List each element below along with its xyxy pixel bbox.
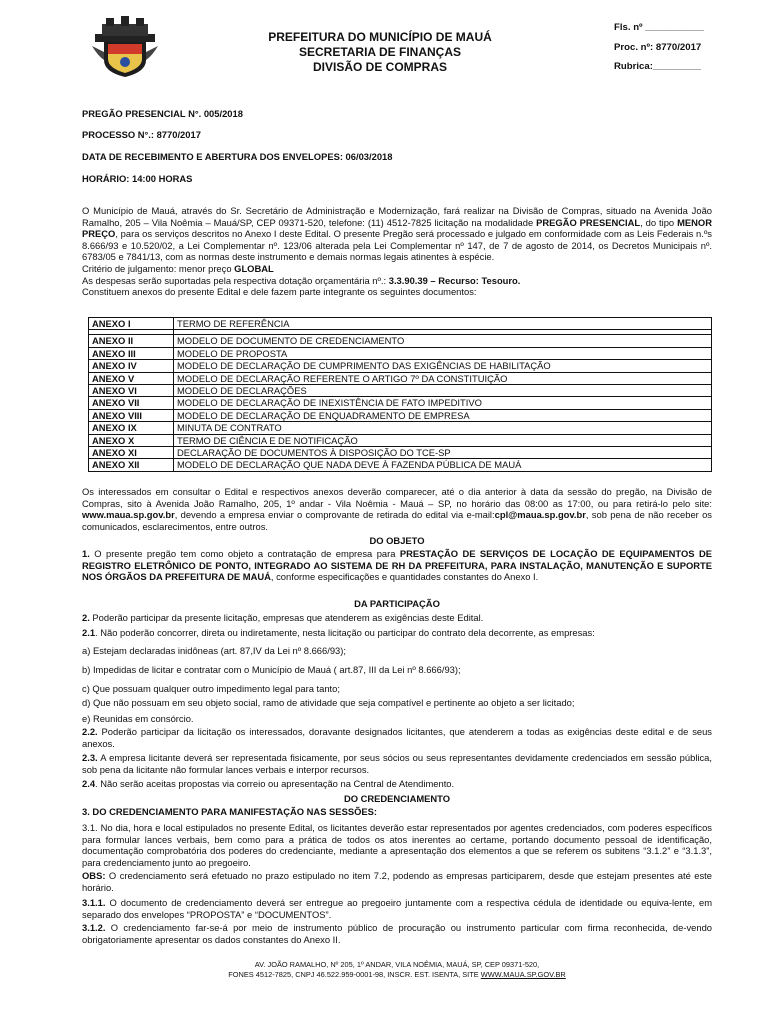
annex-key: ANEXO III	[89, 347, 174, 359]
annex-description: MODELO DE DECLARAÇÃO DE CUMPRIMENTO DAS EXIGÊNCIAS DE HABILITAÇÃO	[174, 360, 712, 372]
credenciamento-obs: OBS: O credenciamento será efetuado no prazo estipulado no item 7.2, podendo as empresas participarem, desde que estejam presentes até este horário.	[82, 870, 712, 893]
credenciamento-p311: 3.1.1. O documento de credenciamento deverá ser entregue ao pregoeiro juntamente com a respectiva cédula de identidade ou equiva-lente, em separado dos envelopes “PROPOSTA” e “DOCUMENTOS”.	[82, 897, 712, 920]
item-d: d) Que não possuam em seu objeto social, ramo de atividade que seja compatível e pertinente ao objeto a ser licitado;	[82, 697, 575, 708]
item-e: e) Reunidas em consórcio.	[82, 713, 194, 724]
org-secretaria: SECRETARIA DE FINANÇAS	[298, 45, 461, 59]
document-header	[230, 30, 530, 75]
org-name: PREFEITURA DO MUNICÍPIO DE MAUÁ	[268, 30, 492, 44]
participacao-p21: 2.1. Não poderão concorrer, direta ou indiretamente, nesta licitação ou participar do contrato dela decorrente, as empresas:	[82, 627, 595, 638]
criterio-julgamento: Critério de julgamento: menor preço GLOBAL	[82, 262, 274, 274]
annex-row	[89, 347, 712, 359]
annex-row	[89, 385, 712, 397]
intro-paragraph: O Município de Mauá, através do Sr. Secretário de Administração e Modernização, fará realizar na Divisão de Compras, situado na Avenida João Ramalho, 205 – Vila Noêmia – Mauá/SP, CEP 09371-520, telefone: (11) 4512-7825 licitação na modalidade PREGÃO PRESENCIAL, do tipo MENOR PREÇO, para os serviços descritos no Anexo I deste Edital. O presente Pregão será processado e julgado em conformidade com as Leis Federais n.ºs 8.666/93 e 10.520/02, a Lei Complementar nº. 123/06 alterada pela Lei Complementar nº 147, de 7 de agosto de 2014, os Decretos Municipais nº. 6783/05 e 7841/13, com as normas deste instrumento e demais normas legais atinentes à espécie.	[82, 205, 712, 263]
credenciamento-p312: 3.1.2. O credenciamento far-se-á por meio de instrumento público de procuração ou instrumento particular com firma reconhecida, de-vendo obrigatoriamente apresentar os dados constantes do Anexo II.	[82, 922, 712, 945]
annex-row	[89, 459, 712, 471]
proc-field: Proc. nº: 8770/2017	[614, 41, 702, 53]
annex-key: ANEXO VII	[89, 397, 174, 409]
annex-description: DECLARAÇÃO DE DOCUMENTOS À DISPOSIÇÃO DO TCE-SP	[174, 447, 712, 459]
interessados-paragraph: Os interessados em consultar o Edital e respectivos anexos deverão comparecer, até o dia anterior à data da sessão do pregão, na Divisão de Compras, sito à Avenida João Ramalho, 205, 1º andar - Vila Noêmia - Mauá – SP, no horário das 08:00 as 17:00, ou para retirá-lo pelo site: www.maua.sp.gov.br, devendo a empresa enviar o comprovante de retirada do edital via e-mail:cpl@maua.sp.gov.br, sob pena de não receber os comunicados, esclarecimentos, entre outros.	[82, 486, 712, 532]
pregao-number: PREGÃO PRESENCIAL N°. 005/2018	[82, 108, 243, 119]
horario: HORÁRIO: 14:00 HORAS	[82, 173, 193, 184]
fls-field: Fls. nº ___________	[614, 22, 704, 33]
annex-description: MODELO DE DOCUMENTO DE CREDENCIAMENTO	[174, 335, 712, 347]
intro-section	[82, 205, 712, 298]
annex-row	[89, 409, 712, 421]
annex-key: ANEXO IX	[89, 422, 174, 434]
org-divisao: DIVISÃO DE COMPRAS	[312, 60, 447, 74]
footer-address: AV. JOÃO RAMALHO, Nº 205, 1º ANDAR, VILA NOÊMIA, MAUÁ, SP, CEP 09371-520,	[254, 960, 540, 969]
annex-description: MODELO DE DECLARAÇÃO QUE NADA DEVE À FAZENDA PÚBLICA DE MAUÁ	[174, 459, 712, 471]
footer-site-link[interactable]: WWW.MAUA.SP.GOV.BR	[480, 970, 566, 979]
annex-key: ANEXO V	[89, 372, 174, 384]
annex-key: ANEXO IV	[89, 360, 174, 372]
participacao-p2: 2. Poderão participar da presente licitação, empresas que atenderem as exigências deste Edital.	[82, 612, 484, 623]
item-a: a) Estejam declaradas inidôneas (art. 87,IV da Lei nº 8.666/93);	[82, 645, 346, 656]
annex-row	[89, 434, 712, 446]
credenciamento-p31: 3.1. No dia, hora e local estipulados no presente Edital, os licitantes deverão estar representados por agentes credenciados, com poderes específicos para formular lances verbais, bem como para a prática de todos os atos inerentes ao certame, portando documento pessoal de identificação, documentação comprobatória dos poderes do credenciante, mediante a apresentação dos elementos a que se referem os subitens “3.1.2” e “3.1.3”, para credenciamento junto ao pregoeiro.	[82, 822, 712, 868]
annex-description: MODELO DE DECLARAÇÃO REFERENTE O ARTIGO 7º DA CONSTITUIÇÃO	[174, 372, 712, 384]
despesas-line: As despesas serão suportadas pela respectiva dotação orçamentária nº.: 3.3.90.39 – Recurso: Tesouro.	[82, 274, 521, 286]
annex-description: MODELO DE DECLARAÇÃO DE ENQUADRAMENTO DE EMPRESA	[174, 409, 712, 421]
rubrica-field: Rubrica:_________	[614, 61, 701, 73]
annex-row	[89, 397, 712, 409]
annex-table	[88, 317, 712, 472]
annex-key: ANEXO VI	[89, 385, 174, 397]
objeto-title: DO OBJETO	[369, 535, 425, 546]
annex-key: ANEXO XII	[89, 459, 174, 471]
annex-description: TERMO DE CIÊNCIA E DE NOTIFICAÇÃO	[174, 434, 712, 446]
constituem-line: Constituem anexos do presente Edital e dele fazem parte integrante os seguintes documentos:	[82, 286, 477, 298]
item-b: b) Impedidas de licitar e contratar com o Município de Mauá ( art.87, III da Lei nº 8.666/93);	[82, 664, 461, 675]
annex-key: ANEXO II	[89, 335, 174, 347]
credenciamento-title: DO CREDENCIAMENTO	[343, 793, 451, 804]
page-footer	[82, 960, 712, 980]
annex-description: MINUTA DE CONTRATO	[174, 422, 712, 434]
site-link[interactable]: www.maua.sp.gov.br	[82, 509, 175, 521]
processo-number: PROCESSO N°.: 8770/2017	[82, 129, 201, 140]
participacao-p22: 2.2. Poderão participar da licitação os interessados, doravante designados licitantes, que atenderem a todas as exigências deste edital e de seus anexos.	[82, 726, 712, 749]
participacao-title: DA PARTICIPAÇÃO	[354, 598, 440, 609]
annex-row	[89, 335, 712, 347]
protocol-box	[614, 22, 724, 73]
objeto-paragraph: 1. O presente pregão tem como objeto a contratação de empresa para PRESTAÇÃO DE SERVIÇOS DE LOCAÇÃO DE EQUIPAMENTOS DE REGISTRO ELETRÔNICO DE PONTO, INTEGRADO AO SISTEMA DE RH DA PREFEITURA, PARA INSTALAÇÃO, MANUTENÇÃO E SUPORTE NOS ÓRGÃOS DA PREFEITURA DE MAUÁ, conforme especificações e quantidades constantes do Anexo I.	[82, 548, 712, 583]
annex-description: MODELO DE DECLARAÇÕES	[174, 385, 712, 397]
annex-description: MODELO DE DECLARAÇÃO DE INEXISTÊNCIA DE FATO IMPEDITIVO	[174, 397, 712, 409]
annex-row	[89, 318, 712, 330]
annex-row	[89, 372, 712, 384]
annex-description: MODELO DE PROPOSTA	[174, 347, 712, 359]
data-abertura: DATA DE RECEBIMENTO E ABERTURA DOS ENVELOPES: 06/03/2018	[82, 151, 393, 162]
item-c: c) Que possuam qualquer outro impedimento legal para tanto;	[82, 683, 340, 694]
annex-key: ANEXO I	[89, 318, 174, 330]
participacao-p24: 2.4. Não serão aceitas propostas via correio ou apresentação na Central de Atendimento.	[82, 778, 455, 789]
annex-row	[89, 447, 712, 459]
annex-key: ANEXO XI	[89, 447, 174, 459]
credenciamento-subtitle: 3. DO CREDENCIAMENTO PARA MANIFESTAÇÃO NAS SESSÕES:	[82, 806, 377, 817]
annex-row	[89, 360, 712, 372]
email-link[interactable]: cpl@maua.sp.gov.br	[494, 509, 586, 521]
annex-description: TERMO DE REFERÊNCIA	[174, 318, 712, 330]
annex-row	[89, 422, 712, 434]
annex-key: ANEXO X	[89, 434, 174, 446]
footer-contact: FONES 4512-7825, CNPJ 46.522.959-0001-98, INSCR. EST. ISENTA, SITE WWW.MAUA.SP.GOV.BR	[228, 970, 566, 979]
municipal-crest-icon	[92, 16, 158, 78]
annex-key: ANEXO VIII	[89, 409, 174, 421]
participacao-p23: 2.3. A empresa licitante deverá ser representada fisicamente, por seus sócios ou seus representantes devidamente credenciados em sessão pública, sob pena da licitante não formular lances verbais e interpor recursos.	[82, 752, 712, 775]
